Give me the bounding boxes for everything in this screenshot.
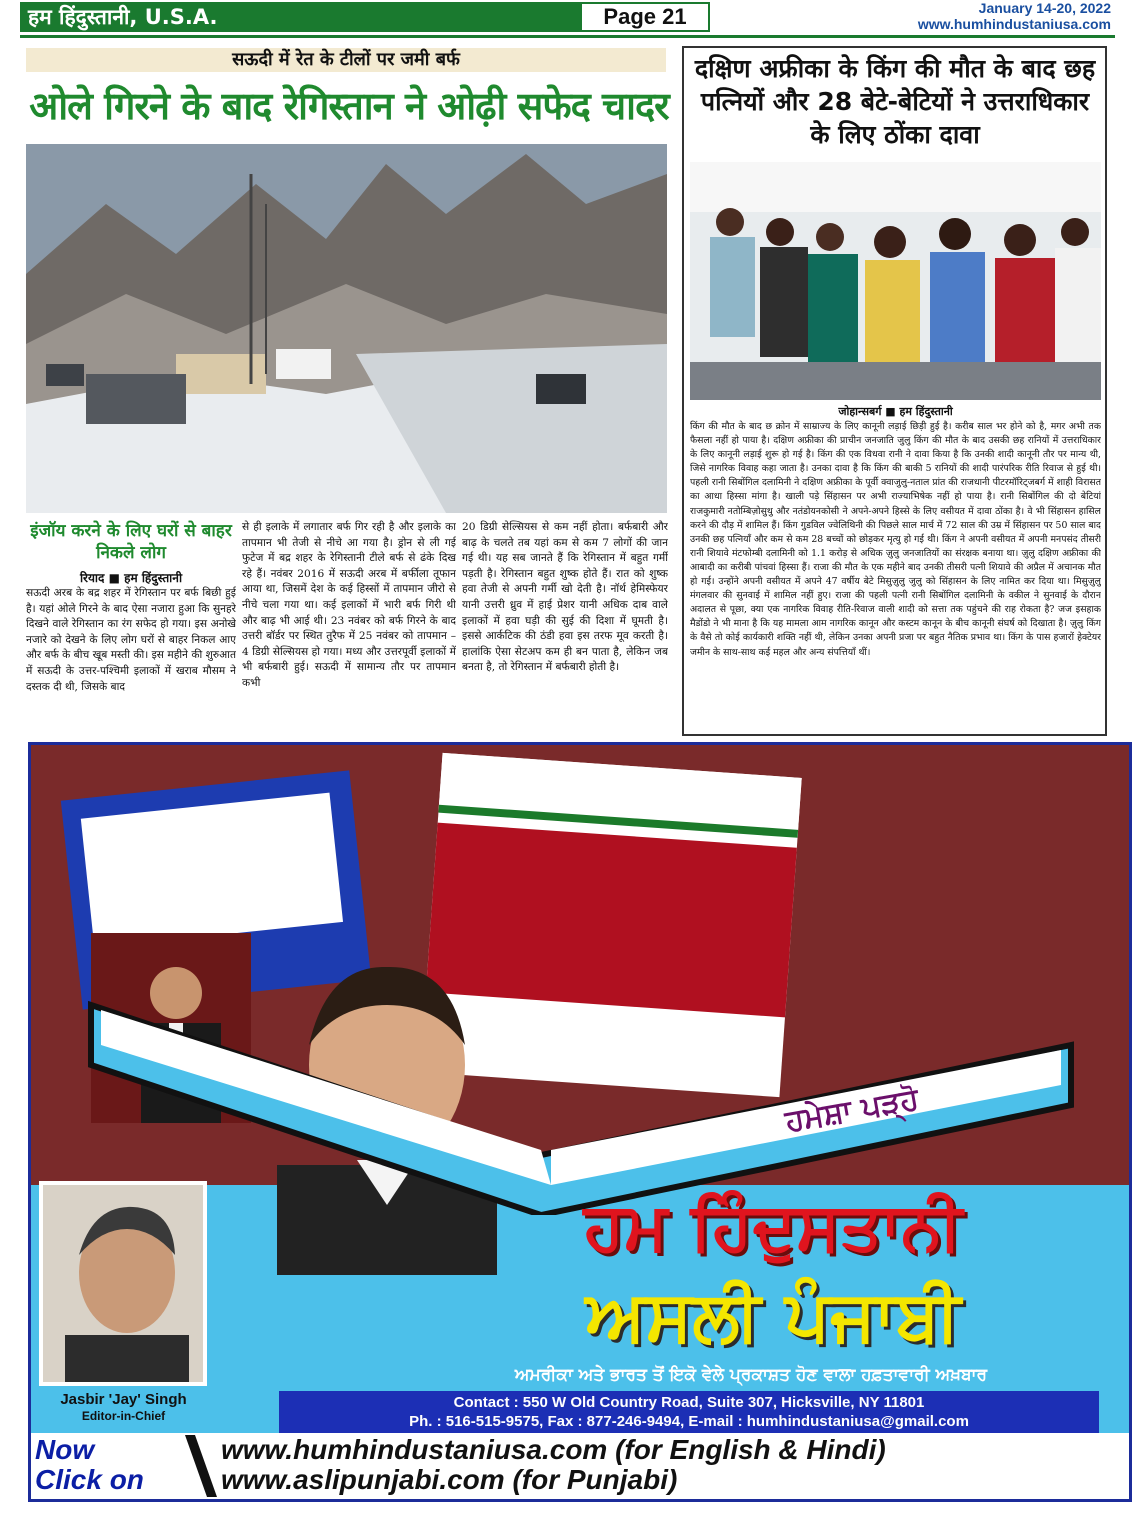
contact-address: Contact : 550 W Old Country Road, Suite 307, Hicksville, NY 11801 xyxy=(453,1394,925,1411)
ad-title-hum-hindustani: ਹਮ ਹਿੰਦੁਸਤਾਨੀ xyxy=(583,1188,963,1265)
editor-photo xyxy=(39,1181,207,1386)
ad-read-always-text: ਹਮੇਸ਼ਾ ਪੜ੍ਹੋ xyxy=(782,1081,922,1140)
masthead-rule xyxy=(20,35,1115,38)
ad-tagline: ਅਮਰੀਕਾ ਅਤੇ ਭਾਰਤ ਤੋਂ ਇਕੋ ਵੇਲੇ ਪ੍ਰਕਾਸ਼ਤ ਹੋਣ ਵਾਲਾ ਹਫ਼ਤਾਵਾਰੀ ਅਖ਼ਬਾਰ xyxy=(514,1365,988,1385)
left-story-column-2: से ही इलाके में लगातार बर्फ गिर रही है और इलाके का तापमान भी तेजी से नीचे आ गया है। ड्रोन से ली गई फुटेज में बद्र शहर के रेगिस्तानी टीले बर्फ से ढंके दिख रहे हैं। नवंबर 2016 में सऊदी अरब में बर्फीला तूफान आया था, जिसमें देश के कई हिस्सों में तापमान जीरो से नीचे चला गया था। कई इलाकों में भारी बर्फ गिरी थी और बाढ़ भी आई थी। 23 नवंबर को बर्फ गिरने के बाद उत्तरी बॉर्डर पर स्थित तुरैफ में 25 नवंबर को तापमान –4 डिग्री सेल्सियस हो गया। मध्य और उत्तरपूर्वी इलाकों में भी बर्फबारी हुई। सऊदी में सामान्य तौर पर तापमान कभी xyxy=(242,521,456,689)
contact-phone-email[interactable]: Ph. : 516-515-9575, Fax : 877-246-9494, E-mail : humhindustaniusa@gmail.com xyxy=(409,1413,969,1430)
issue-date-block xyxy=(918,0,1111,32)
left-story-subhead: इंजॉय करने के लिए घरों से बाहर निकले लोग xyxy=(30,521,232,563)
right-story-caption: जोहान्सबर्ग ■ हम हिंदुस्तानी xyxy=(838,405,953,418)
editor-role: Editor-in-Chief xyxy=(81,1409,166,1423)
click-on-label: Click on xyxy=(35,1464,144,1495)
left-story-column-3: 20 डिग्री सेल्सियस से कम नहीं होता। बर्फबारी और बाढ़ के चलते तब यहां कम से कम 7 लोगों की जान गई थी। यह सब जानते हैं कि रेगिस्तान में बहुत गर्मी पड़ती है। रेगिस्तान बहुत शुष्क होते हैं। रात को शुष्क हवा तेजी से अपनी गर्मी खो देती है। नॉर्थ हेमिस्फेयर यानी उत्तरी ध्रुव में हाई प्रेशर यानी अधिक दाब वाले इलाकों में हवा घड़ी की सुई की दिशा में घूमती है। इससे आर्कटिक की ठंडी हवा इस तरफ मूव करती है। हालांकि ऐसा सेटअप कम ही बन पाता है, लेकिन जब बनता है, तो रेगिस्तान में बर्फबारी होती है। xyxy=(462,521,668,674)
royal-queens-photo xyxy=(690,162,1101,400)
left-story-dateline: रियाद ■ हम हिंदुस्तानी xyxy=(79,571,183,585)
left-story-column-1: सऊदी अरब के बद्र शहर में रेगिस्तान पर बर्फ बिछी हुई है। यहां ओले गिरने के बाद ऐसा नजारा हुआ कि सुनहरे दिखने वाले रेगिस्तान का रंग सफेद हो गया। इस अनोखे नजारे को देखने के लिए लोग घरों से बाहर निकल आए और बर्फ के बीच खूब मस्ती की। इस महीने की शुरुआत में सऊदी के उत्तर-पश्चिमी इलाकों में खराब मौसम ने दस्तक दी थी, जिसके बाद xyxy=(26,587,236,693)
snow-desert-illustration xyxy=(26,144,667,513)
now-click-on xyxy=(31,1435,206,1495)
newspaper-advertisement xyxy=(28,742,1132,1502)
issue-date: January 14-20, 2022 xyxy=(978,0,1111,16)
right-story-body: किंग की मौत के बाद छ क्रोन में साम्राज्य के लिए कानूनी लड़ाई छिड़ी हुई है। करीब साल भर होने को है, मगर अभी तक फैसला नहीं हो पाया है। दक्षिण अफ्रीका की प्राचीन जनजाति जुलु किंग की मौत के बाद उसकी छह रानियों में उत्तराधिकार के लिए कानूनी लड़ाई शुरू हो गई है। किंग की एक विधवा रानी ने दावा किया है कि उनकी शादी कानूनी तौर पर मान्य थी, जिसे नागरिक विवाह कहा जाता है। उनका दावा है कि किंग की बाकी 5 रानियों की शादी पारंपरिक रीति रिवाज से हुई थी। पहली रानी सिबोंगिल दलामिनी ने दक्षिण अफ्रीका के पूर्वी क्वाजुलु-नताल प्रांत की राजधानी पीटरमॉरिट्जबर्ग में शाही विरासत का आधा हिस्सा मांगा है। खाली पड़े सिंहासन पर अभी राज्याभिषेक नहीं हो पाया है। रानी सिबोंगिल की दो बेटियां राजकुमारी नतोम्बिज़ोसुथु और नतंडोयनकोसी ने अपने-अपने हिस्से के लिए वसीयत में दावा ठोंका है। वे भी सिंहासन हासिल करने की दौड़ में शामिल हैं। किंग गुडविल ज्वेलिथिनी की पिछले साल मार्च में 72 साल की उम्र में सिंहासन पर 50 साल बाद उनकी छह पत्नियाँ और कम से कम 28 बच्चों को छोड़कर मृत्यु हो गई थी। किंग ने अपनी वसीयत में अपनी मनपसंद तीसरी रानी शियावे मंटफोम्बी दलामिनी को 1.1 करोड़ से अधिक ज़ुलु जनजातियों का संरक्षक बनाया था। ज़ुलु दक्षिण अफ्रीका की आबादी का करीबी पांचवां हिस्सा हैं। राजा की मौत के एक महीने बाद उनकी तीसरी पत्नी शियावे की अप्रैल में अचानक मौत हो गई। उन्होंने अपनी वसीयत में अपने 47 वर्षीय बेटे मिसुज़ुलु जुलु को सिंहासन के लिए नामित कर दिया था। मिसुज़ुलु मंगलवार की सुनवाई में शामिल नहीं हुए। राजा की पहली पत्नी रानी सिबोंगिल दलामिनी के वकील ने सुनवाई के दौरान अदालत से पूछा, क्या एक नागरिक विवाह रीति-रिवाज वाली शादी को सत्ता तक पहुंचने की राह रोकता है? जज इसहाक मैडोंडो ने भी माना है कि यह मामला आम नागरिक कानून और कस्टम कानून के बीच कानूनी संघर्ष को दिखाता है। ज़ुलु किंग के वैसे तो कोई कार्यकारी शक्ति नहीं थी, लेकिन उनका अपनी प्रजा पर बहुत नैतिक प्रभाव था। किंग के पास हजारों हेक्टेयर जमीन के साथ-साथ कई महल और अन्य संपत्तियाँ थीं। xyxy=(690,421,1101,658)
website-links xyxy=(221,1435,1121,1495)
url-english-hindi[interactable]: www.humhindustaniusa.com (for English & Hindi) xyxy=(221,1434,886,1465)
royal-queens-illustration xyxy=(690,162,1101,400)
page-number: Page 21 xyxy=(580,2,710,32)
website-link[interactable]: www.humhindustaniusa.com xyxy=(917,16,1111,32)
url-punjabi[interactable]: www.aslipunjabi.com (for Punjabi) xyxy=(221,1464,678,1495)
editor-name: Jasbir 'Jay' Singh xyxy=(60,1391,187,1408)
left-story-headline: ओले गिरने के बाद रेगिस्तान ने ओढ़ी सफेद चादर xyxy=(29,84,669,128)
now-label: Now xyxy=(35,1434,95,1465)
editor-portrait-illustration xyxy=(43,1185,203,1382)
paper-name: हम हिंदुस्तानी, U.S.A. xyxy=(20,2,580,32)
left-story-kicker: सऊदी में रेत के टीलों पर जमी बर्फ xyxy=(26,48,666,72)
ad-title-asli-punjabi: ਅਸਲੀ ਪੰਜਾਬੀ xyxy=(585,1275,961,1357)
snow-desert-photo xyxy=(26,144,667,513)
masthead xyxy=(20,0,1115,34)
ad-punjabi-paper-masthead xyxy=(81,793,343,948)
divider-slash-icon xyxy=(181,1433,221,1499)
contact-bar xyxy=(279,1391,1099,1433)
ad-hindi-paper-masthead xyxy=(438,753,801,838)
right-story-headline: दक्षिण अफ्रीका के किंग की मौत के बाद छह पत्नियों और 28 बेटे-बेटियों ने उत्तराधिकार के लिए ठोंका दावा xyxy=(694,54,1096,149)
